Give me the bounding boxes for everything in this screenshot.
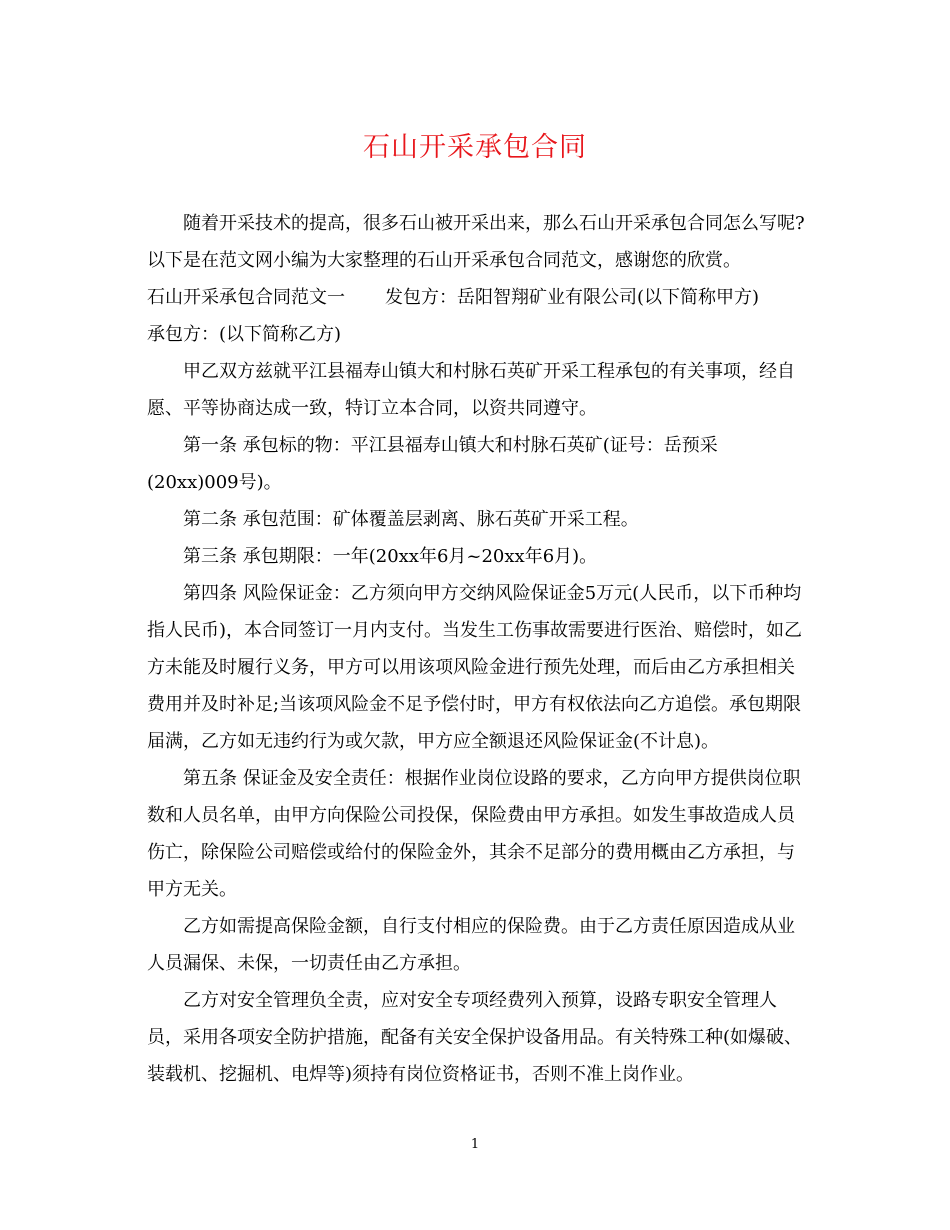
page-number: 1 (470, 1137, 480, 1152)
document-body (147, 205, 807, 1093)
clause-5: 第五条 保证金及安全责任：根据作业岗位设路的要求，乙方向甲方提供岗位职数和人员名单，由甲方向保险公司投保，保险费由甲方承担。如发生事故造成人员伤亡，除保险公司赔偿或给付的保险金外，其余不足部分的费用概由乙方承担，与甲方无关。 (147, 768, 801, 900)
clause-2: 第二条 承包范围：矿体覆盖层剥离、脉石英矿开采工程。 (183, 509, 639, 530)
party-a-line: 发包方：岳阳智翔矿业有限公司(以下简称甲方) (385, 287, 760, 308)
clause-1: 第一条 承包标的物：平江县福寿山镇大和村脉石英矿(证号：岳预采(20xx)009号)。 (147, 435, 718, 493)
clause-preamble: 甲乙双方兹就平江县福寿山镇大和村脉石英矿开采工程承包的有关事项，经自愿、平等协商达成一致，特订立本合同，以资共同遵守。 (147, 361, 795, 419)
document-title: 石山开采承包合同 (363, 132, 587, 163)
insurance-paragraph: 乙方如需提高保险金额，自行支付相应的保险费。由于乙方责任原因造成从业人员漏保、未保，一切责任由乙方承担。 (147, 916, 795, 974)
party-b-line: 承包方：(以下简称乙方) (147, 324, 342, 345)
clause-4: 第四条 风险保证金：乙方须向甲方交纳风险保证金5万元(人民币，以下币种均指人民币)，本合同签订一月内支付。当发生工伤事故需要进行医治、赔偿时，如乙方未能及时履行义务，甲方可以用该项风险金进行预先处理，而后由乙方承担相关费用并及时补足;当该项风险金不足予偿付时，甲方有权依法向乙方追偿。承包期限届满，乙方如无违约行为或欠款，甲方应全额退还风险保证金(不计息)。 (147, 583, 803, 752)
safety-paragraph: 乙方对安全管理负全责，应对安全专项经费列入预算，设路专职安全管理人员，采用各项安全防护措施，配备有关安全保护设备用品。有关特殊工种(如爆破、装载机、挖掘机、电焊等)须持有岗位资格证书，否则不准上岗作业。 (147, 990, 803, 1085)
intro-paragraph: 随着开采技术的提高，很多石山被开采出来，那么石山开采承包合同怎么写呢?以下是在范文网小编为大家整理的石山开采承包合同范文，感谢您的欣赏。 (147, 213, 805, 271)
sample-heading-line (147, 279, 807, 316)
clause-3: 第三条 承包期限：一年(20xx年6月~20xx年6月)。 (183, 546, 598, 567)
sample-heading: 石山开采承包合同范文一 (147, 287, 345, 308)
